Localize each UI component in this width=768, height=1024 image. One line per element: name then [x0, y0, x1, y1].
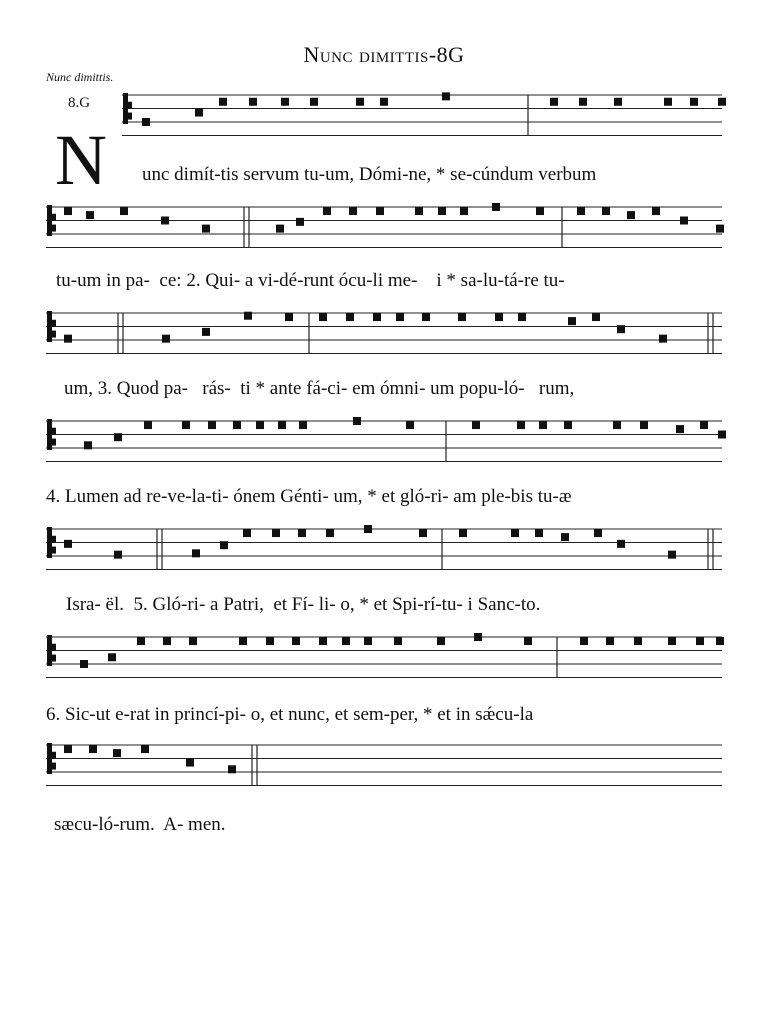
neume [415, 207, 423, 215]
neume [192, 549, 200, 557]
neume [278, 421, 286, 429]
neume [380, 98, 388, 106]
neume [394, 637, 402, 645]
neume [353, 417, 361, 425]
neume [442, 92, 450, 100]
clef [49, 763, 56, 770]
clef [49, 331, 56, 338]
neume [419, 529, 427, 537]
clef [125, 113, 132, 120]
neume [668, 637, 676, 645]
neume [239, 637, 247, 645]
neume [716, 225, 724, 233]
mode-label: 8.G [68, 95, 91, 111]
neume [659, 335, 667, 343]
neume [580, 637, 588, 645]
neume [474, 633, 482, 641]
neume [346, 313, 354, 321]
neume [460, 207, 468, 215]
neume [518, 313, 526, 321]
clef [49, 428, 56, 435]
neume [120, 207, 128, 215]
neume [690, 98, 698, 106]
neume [228, 765, 236, 773]
neume [676, 425, 684, 433]
neume [718, 431, 726, 439]
neume [208, 421, 216, 429]
neume [256, 421, 264, 429]
clef [125, 102, 132, 109]
neume [64, 335, 72, 343]
neume [141, 745, 149, 753]
lyric-line-3: um, 3. Quod pa- rás- ti * ante fá-ci- em ómni- um popu-ló- rum, [64, 378, 575, 399]
neume [161, 217, 169, 225]
neume [396, 313, 404, 321]
neume [64, 745, 72, 753]
lyric-line-1: unc dimít-tis servum tu-um, Dómi-ne, * se-cúndum verbum [142, 164, 597, 185]
neume [617, 540, 625, 548]
neume [640, 421, 648, 429]
neume [561, 533, 569, 541]
neume [310, 98, 318, 106]
neume [579, 98, 587, 106]
clef [49, 644, 56, 651]
neume [319, 637, 327, 645]
clef [49, 536, 56, 543]
neume [298, 529, 306, 537]
lyric-line-2: tu-um in pa- ce: 2. Qui- a vi-dé-runt ócu-li me- i * sa-lu-tá-re tu- [56, 270, 565, 291]
neume [524, 637, 532, 645]
neume [84, 441, 92, 449]
neume [364, 525, 372, 533]
neume [495, 313, 503, 321]
neume [292, 637, 300, 645]
lyric-line-6: 6. Sic-ut e-rat in princí-pi- o, et nunc, et sem-per, * et in sǽcu-la [46, 704, 534, 725]
neume [437, 637, 445, 645]
neume [299, 421, 307, 429]
neume [718, 98, 726, 106]
neume [80, 660, 88, 668]
neume [162, 335, 170, 343]
neume [195, 109, 203, 117]
neume [163, 637, 171, 645]
neume [613, 421, 621, 429]
neume [86, 211, 94, 219]
neume [716, 637, 724, 645]
neume [438, 207, 446, 215]
neume [422, 313, 430, 321]
clef [49, 214, 56, 221]
clef [49, 547, 56, 554]
neume [349, 207, 357, 215]
neume [319, 313, 327, 321]
neume [517, 421, 525, 429]
neume [108, 653, 116, 661]
lyric-line-4: 4. Lumen ad re-ve-la-ti- ónem Génti- um, * et gló-ri- am ple-bis tu-æ [46, 486, 572, 507]
neume [511, 529, 519, 537]
neume [664, 98, 672, 106]
neume [114, 433, 122, 441]
neume [89, 745, 97, 753]
neume [550, 98, 558, 106]
neume [296, 218, 304, 226]
neume [696, 637, 704, 645]
neume [602, 207, 610, 215]
neume [606, 637, 614, 645]
neume [472, 421, 480, 429]
neume [614, 98, 622, 106]
neume [568, 317, 576, 325]
neume [594, 529, 602, 537]
clef [49, 225, 56, 232]
lyric-line-7: sæcu-ló-rum. A- men. [54, 814, 226, 835]
clef [49, 752, 56, 759]
neume [281, 98, 289, 106]
lyric-line-5: Isra- ël. 5. Gló-ri- a Patri, et Fí- li- o, * et Spi-rí-tu- i Sanc-to. [66, 594, 541, 615]
neume [634, 637, 642, 645]
initial-letter: N [55, 120, 107, 200]
neume [285, 313, 293, 321]
page-title: Nunc dimittis-8G [303, 42, 465, 67]
neume [64, 540, 72, 548]
neume [458, 313, 466, 321]
neume [202, 328, 210, 336]
neume [186, 759, 194, 767]
neume [668, 551, 676, 559]
neume [202, 225, 210, 233]
neume [652, 207, 660, 215]
neume [189, 637, 197, 645]
neume [144, 421, 152, 429]
clef [49, 320, 56, 327]
neume [564, 421, 572, 429]
neume [64, 207, 72, 215]
neume [142, 118, 150, 126]
neume [617, 325, 625, 333]
neume [592, 313, 600, 321]
neume [113, 749, 121, 757]
neume [244, 312, 252, 320]
neume [680, 217, 688, 225]
neume [376, 207, 384, 215]
neume [459, 529, 467, 537]
neume [700, 421, 708, 429]
neume [492, 203, 500, 211]
neume [536, 207, 544, 215]
neume [266, 637, 274, 645]
neume [243, 529, 251, 537]
neume [627, 211, 635, 219]
neume [137, 637, 145, 645]
neume [535, 529, 543, 537]
neume [539, 421, 547, 429]
neume [219, 98, 227, 106]
neume [233, 421, 241, 429]
neume [356, 98, 364, 106]
neume [220, 541, 228, 549]
neume [114, 551, 122, 559]
clef [49, 439, 56, 446]
neume [249, 98, 257, 106]
neume [373, 313, 381, 321]
clef [49, 655, 56, 662]
neume [364, 637, 372, 645]
neume [182, 421, 190, 429]
neume [326, 529, 334, 537]
neume [342, 637, 350, 645]
neume [577, 207, 585, 215]
neume [406, 421, 414, 429]
usage-label: Nunc dimittis. [46, 70, 114, 84]
neume [323, 207, 331, 215]
neume [276, 225, 284, 233]
neume [272, 529, 280, 537]
